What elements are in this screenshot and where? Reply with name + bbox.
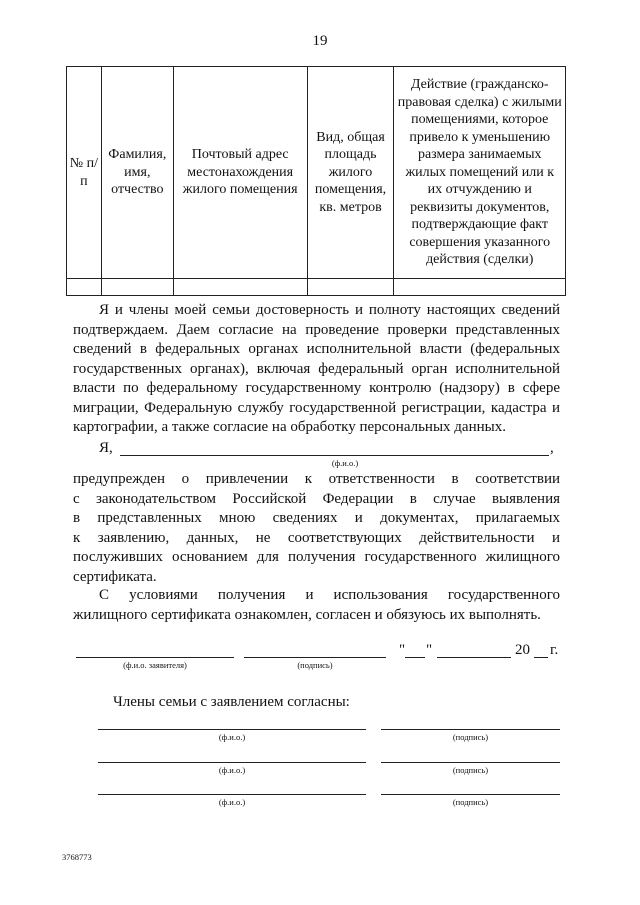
applicant-name-caption: (ф.и.о. заявителя) [123,660,187,670]
conditions-paragraph [73,586,560,625]
text-line: С условиями получения и использования государственного [99,587,560,603]
text-line: сертификата. [73,568,157,585]
header-area: Вид, общая площадь жилого помещения, кв. метров [307,67,394,279]
day-quote-open: " [399,642,406,658]
family-name-field[interactable] [98,794,366,795]
family-signature-field[interactable] [381,762,560,763]
warning-paragraph [73,470,560,587]
text-line: Я и члены моей семьи достоверность и полноту настоящих сведений [99,302,560,318]
document-code: 3768773 [62,852,92,862]
family-signature-caption: (подпись) [452,765,489,775]
text-line: картографии, а также согласие на обработку персональных данных. [73,419,506,435]
family-title: Члены семьи с заявлением согласны: [113,694,350,710]
table-cell[interactable] [173,279,307,296]
ya-prefix: Я, [99,440,113,456]
text-line: в представленных мною сведениях и документах, прилагаемых [73,510,560,526]
text-line: сведений в федеральных органах исполнительной власти (федеральных [73,341,560,357]
applicant-signature-field[interactable] [244,657,386,658]
text-line: жилищного сертификата ознакомлен, согласен и обязуюсь их выполнять. [73,606,541,623]
text-line: подтверждаем. Даем согласие на проведение проверки представленных [73,321,560,338]
declaration-table [66,66,566,296]
year-suffix: г. [550,642,559,658]
family-name-field[interactable] [98,762,366,763]
table-row [67,279,566,296]
family-signature-caption: (подпись) [452,797,489,807]
ya-name-field[interactable] [120,455,549,456]
table-cell[interactable] [307,279,394,296]
ya-caption: (ф.и.о.) [331,458,359,468]
table-cell[interactable] [101,279,173,296]
text-line: к заявлению, данных, не соответствующих действительности и [73,529,560,546]
table-header-row [67,67,566,279]
applicant-signature-caption: (подпись) [297,660,333,670]
year-prefix: 20 [515,642,530,658]
text-line: государственных органах), включая федеральный орган исполнительной [73,360,560,377]
page-number: 19 [312,33,328,49]
ya-suffix: , [550,440,554,456]
header-transaction: Действие (гражданско-правовая сделка) с жилыми помещениями, которое привело к уменьшению размера занимаемых жилых помещений или к их отчуждению и реквизиты документов, подтверждающие факт совершения указанного действия (сделки) [394,67,566,279]
family-name-caption: (ф.и.о.) [218,797,246,807]
text-line: власти по федеральному государственному контролю (надзору) в сфере [73,380,560,396]
table-cell[interactable] [394,279,566,296]
family-name-field[interactable] [98,729,366,730]
family-signature-caption: (подпись) [452,732,489,742]
text-line: послуживших основанием для получения государственного жилищного [73,549,560,565]
family-signature-field[interactable] [381,794,560,795]
year-field[interactable] [534,657,548,658]
table-cell[interactable] [67,279,102,296]
text-line: предупрежден о привлечении к ответственности в соответствии [73,471,560,487]
month-field[interactable] [437,657,511,658]
text-line: с законодательством Российской Федерации в случае выявления [73,490,560,507]
day-field[interactable] [405,657,425,658]
family-name-caption: (ф.и.о.) [218,732,246,742]
text-line: миграции, Федеральную службу государственной регистрации, кадастра и [73,399,560,416]
header-number: № п/п [67,67,102,279]
consent-paragraph [73,301,560,438]
day-quote-close: " [426,642,433,658]
header-full-name: Фамилия, имя, отчество [101,67,173,279]
header-postal-address: Почтовый адрес местонахождения жилого помещения [173,67,307,279]
applicant-name-field[interactable] [76,657,234,658]
family-name-caption: (ф.и.о.) [218,765,246,775]
family-signature-field[interactable] [381,729,560,730]
